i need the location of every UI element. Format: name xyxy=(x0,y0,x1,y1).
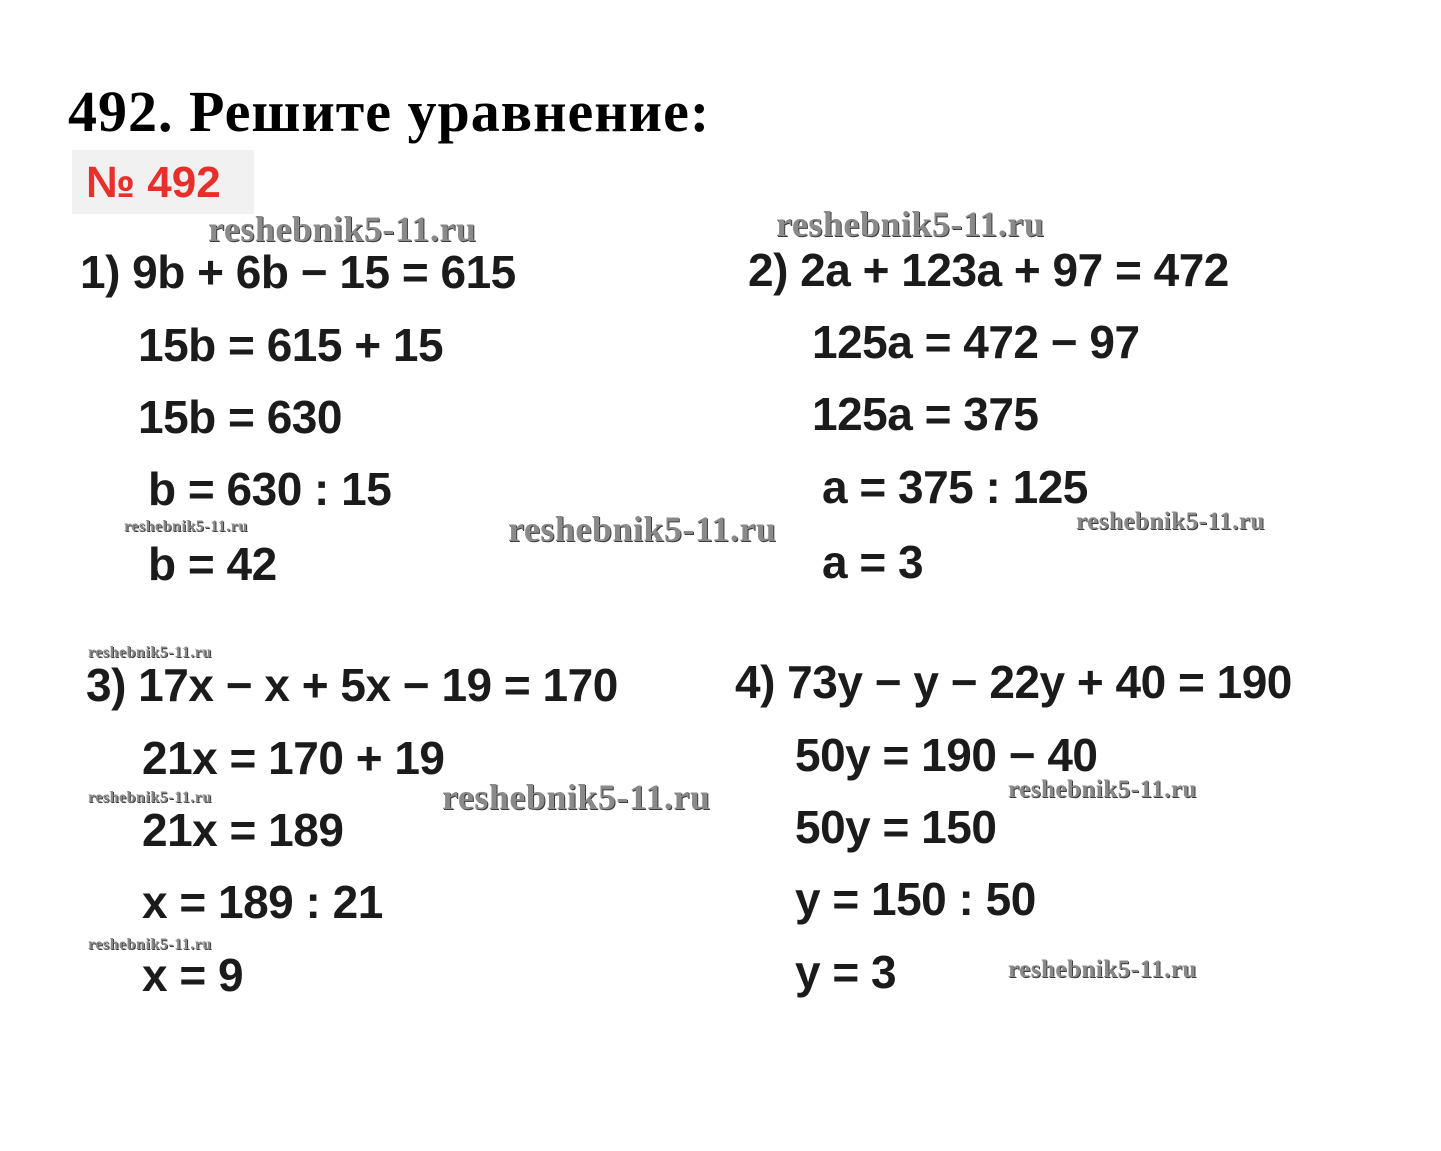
watermark: reshebnik5-11.ru xyxy=(208,209,477,249)
watermark: reshebnik5-11.ru xyxy=(88,789,212,806)
watermark: reshebnik5-11.ru xyxy=(88,644,212,661)
problem-number-label: № 492 xyxy=(86,158,221,207)
problem-4-step: y = 150 : 50 xyxy=(795,873,1036,925)
page-title: 492. Решите уравнение: xyxy=(68,79,711,144)
watermark: reshebnik5-11.ru xyxy=(1008,776,1197,803)
problem-4-step: 50y = 190 − 40 xyxy=(795,729,1098,781)
problem-3-step: x = 189 : 21 xyxy=(142,876,383,928)
watermark: reshebnik5-11.ru xyxy=(88,936,212,953)
watermark: reshebnik5-11.ru xyxy=(508,509,777,549)
watermark: reshebnik5-11.ru xyxy=(442,777,711,817)
problem-2-step: a = 375 : 125 xyxy=(822,461,1088,513)
problem-3-step: 21x = 189 xyxy=(142,804,344,856)
problem-2-step: 125a = 472 − 97 xyxy=(812,316,1140,368)
problem-1-equation: 1) 9b + 6b − 15 = 615 xyxy=(80,246,516,298)
watermark: reshebnik5-11.ru xyxy=(1008,956,1197,983)
problem-1-step: 15b = 630 xyxy=(138,391,342,443)
problem-number-badge xyxy=(72,150,254,214)
problem-1-step: 15b = 615 + 15 xyxy=(138,319,444,371)
problem-1-answer: b = 42 xyxy=(148,538,277,590)
problem-4-step: 50y = 150 xyxy=(795,801,997,853)
problem-2-step: 125a = 375 xyxy=(812,388,1039,440)
problem-4-equation: 4) 73y − y − 22y + 40 = 190 xyxy=(735,656,1292,708)
problem-3-answer: x = 9 xyxy=(142,949,244,1001)
watermark: reshebnik5-11.ru xyxy=(1076,508,1265,535)
problem-3-equation: 3) 17x − x + 5x − 19 = 170 xyxy=(86,659,618,711)
problem-1-step: b = 630 : 15 xyxy=(148,463,392,515)
problem-2-answer: a = 3 xyxy=(822,536,924,588)
problem-4-answer: y = 3 xyxy=(795,946,897,998)
problem-2-equation: 2) 2a + 123a + 97 = 472 xyxy=(748,244,1229,296)
problem-3-step: 21x = 170 + 19 xyxy=(142,732,445,784)
watermark: reshebnik5-11.ru xyxy=(124,518,248,535)
watermark: reshebnik5-11.ru xyxy=(776,204,1045,244)
